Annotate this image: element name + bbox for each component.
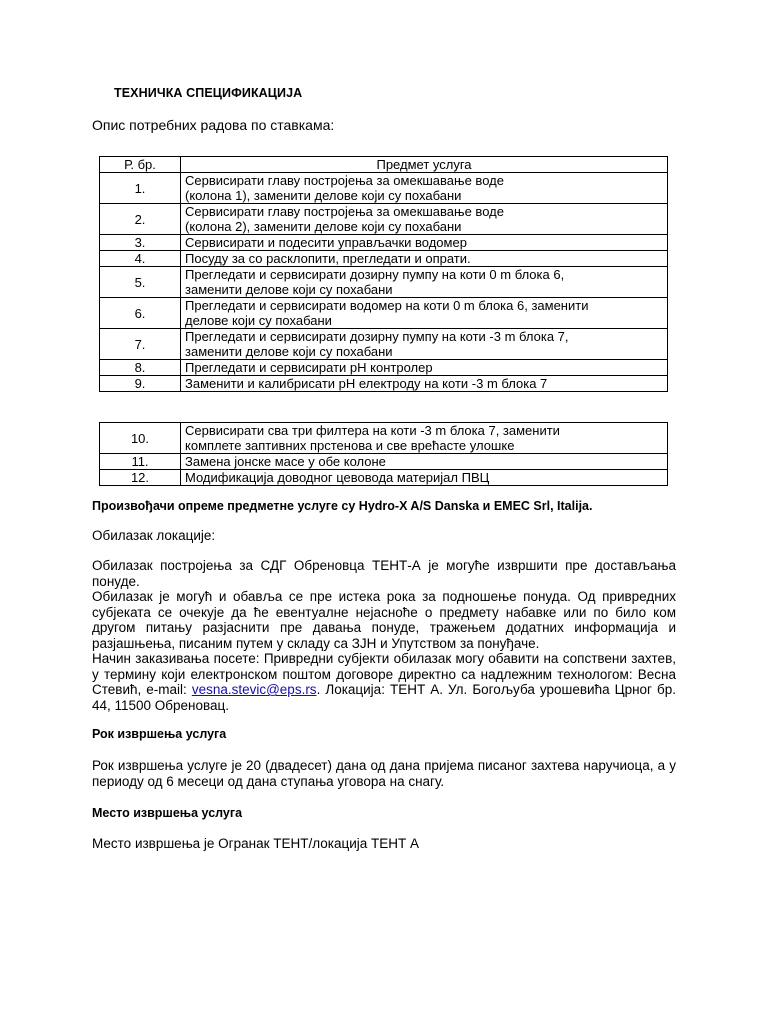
row-number: 2. bbox=[100, 204, 181, 235]
document-title: ТЕХНИЧКА СПЕЦИФИКАЦИЈА bbox=[114, 86, 303, 100]
table-header-row bbox=[100, 157, 668, 173]
row-description-line: Прегледати и сервисирати дозирну пумпу на коти -3 m блока 7, bbox=[185, 329, 569, 344]
email-link[interactable]: vesna.stevic@eps.rs bbox=[191, 682, 317, 698]
row-description-line: Модификација доводног цевовода материјал ПВЦ bbox=[185, 470, 490, 485]
row-number: 6. bbox=[100, 298, 181, 329]
row-number: 5. bbox=[100, 267, 181, 298]
table-row bbox=[100, 329, 668, 360]
manufacturers-note: Произвођачи опреме предметне услуге су Hydro-X A/S Danska и EMEC Srl, Italija. bbox=[92, 499, 593, 513]
row-description-line: Прегледати и сервисирати дозирну пумпу на коти 0 m блока 6, bbox=[185, 267, 565, 282]
site-visit-text: Начин заказивања посете: Привредни субјекти обилазак могу обавити на сопствени захтев, у термину који електронском поштом договоре директно са надлежним технологом: Весна Стевић, e-mail: bbox=[92, 651, 676, 698]
row-description-line: заменити делове који су похабани bbox=[185, 282, 393, 297]
deadline-text: Рок извршења услуге је 20 (двадесет) дана од дана пријема писаног захтева наручиоца, а у периоду од 6 месеци од дана ступања уговора на снагу. bbox=[92, 758, 676, 789]
table-row bbox=[100, 204, 668, 235]
row-description bbox=[181, 360, 668, 376]
header-number: Р. бр. bbox=[100, 157, 181, 173]
row-description bbox=[181, 329, 668, 360]
row-description-line: Замена јонске масе у обе колоне bbox=[185, 454, 386, 469]
row-number: 9. bbox=[100, 376, 181, 392]
row-description bbox=[181, 470, 668, 486]
place-heading: Место извршења услуга bbox=[92, 806, 243, 820]
site-visit-paragraph-2: Обилазак је могућ и обавља се пре истека рока за подношење понуда. Од привредних субјеката се очекује да ће евентуалне нејасноће о предмету набавке или по било ком другом питању разјаснити пре давања понуде, тражењем додатних информација и разјашњења, писаним путем у складу са ЗЈН и Упутством за понуђаче. bbox=[92, 589, 676, 651]
row-number: 8. bbox=[100, 360, 181, 376]
row-description bbox=[181, 376, 668, 392]
row-number: 3. bbox=[100, 235, 181, 251]
table-row bbox=[100, 298, 668, 329]
row-number: 11. bbox=[100, 454, 181, 470]
table-row bbox=[100, 251, 668, 267]
location-text: . Локација: ТЕНТ А. Ул. Богољуба урошевића Црног бр. 44, 11500 Обреновац. bbox=[92, 682, 676, 713]
place-text: Место извршења је Огранак ТЕНТ/локација ТЕНТ А bbox=[92, 836, 420, 851]
row-description bbox=[181, 267, 668, 298]
deadline-heading: Рок извршења услуга bbox=[92, 727, 227, 741]
row-description bbox=[181, 423, 668, 454]
row-description-line: Посуду за со расклопити, прегледати и опрати. bbox=[185, 251, 471, 266]
row-description-line: Сервисирати и подесити управљачки водомер bbox=[185, 235, 467, 250]
table-row bbox=[100, 423, 668, 454]
row-number: 12. bbox=[100, 470, 181, 486]
row-description-line: комплете заптивних прстенова и све врећасте улошке bbox=[185, 438, 515, 453]
row-number: 4. bbox=[100, 251, 181, 267]
table-row bbox=[100, 235, 668, 251]
table-row bbox=[100, 454, 668, 470]
row-description bbox=[181, 173, 668, 204]
row-description-line: Сервисирати сва три филтера на коти -3 m блока 7, заменити bbox=[185, 423, 560, 438]
row-description-line: (колона 2), заменити делове који су похабани bbox=[185, 219, 462, 234]
row-description-line: (колона 1), заменити делове који су похабани bbox=[185, 188, 462, 203]
services-table bbox=[99, 156, 668, 392]
row-number: 7. bbox=[100, 329, 181, 360]
row-description bbox=[181, 235, 668, 251]
row-description-line: Прегледати и сервисирати pH контролер bbox=[185, 360, 433, 375]
row-number: 10. bbox=[100, 423, 181, 454]
row-number: 1. bbox=[100, 173, 181, 204]
row-description-line: Заменити и калибрисати pH електроду на коти -3 m блока 7 bbox=[185, 376, 548, 391]
row-description bbox=[181, 204, 668, 235]
services-table-continued bbox=[99, 422, 668, 486]
row-description bbox=[181, 454, 668, 470]
site-visit-paragraph-3 bbox=[92, 651, 676, 713]
table-row bbox=[100, 360, 668, 376]
table-row bbox=[100, 376, 668, 392]
row-description-line: делове који су похабани bbox=[185, 313, 332, 328]
table-row bbox=[100, 173, 668, 204]
site-visit-paragraph-1: Обилазак постројења за СДГ Обреновца ТЕНТ-А је могуће извршити пре достављања понуде. bbox=[92, 558, 676, 589]
site-visit-heading: Обилазак локације: bbox=[92, 528, 216, 543]
header-subject: Предмет услуга bbox=[181, 157, 668, 173]
row-description bbox=[181, 298, 668, 329]
intro-text: Опис потребних радова по ставкама: bbox=[92, 117, 335, 133]
row-description-line: Прегледати и сервисирати водомер на коти 0 m блока 6, заменити bbox=[185, 298, 589, 313]
table-row bbox=[100, 267, 668, 298]
row-description-line: заменити делове који су похабани bbox=[185, 344, 393, 359]
table-row bbox=[100, 470, 668, 486]
row-description-line: Сервисирати главу постројења за омекшавање воде bbox=[185, 173, 504, 188]
row-description bbox=[181, 251, 668, 267]
row-description-line: Сервисирати главу постројења за омекшавање воде bbox=[185, 204, 504, 219]
